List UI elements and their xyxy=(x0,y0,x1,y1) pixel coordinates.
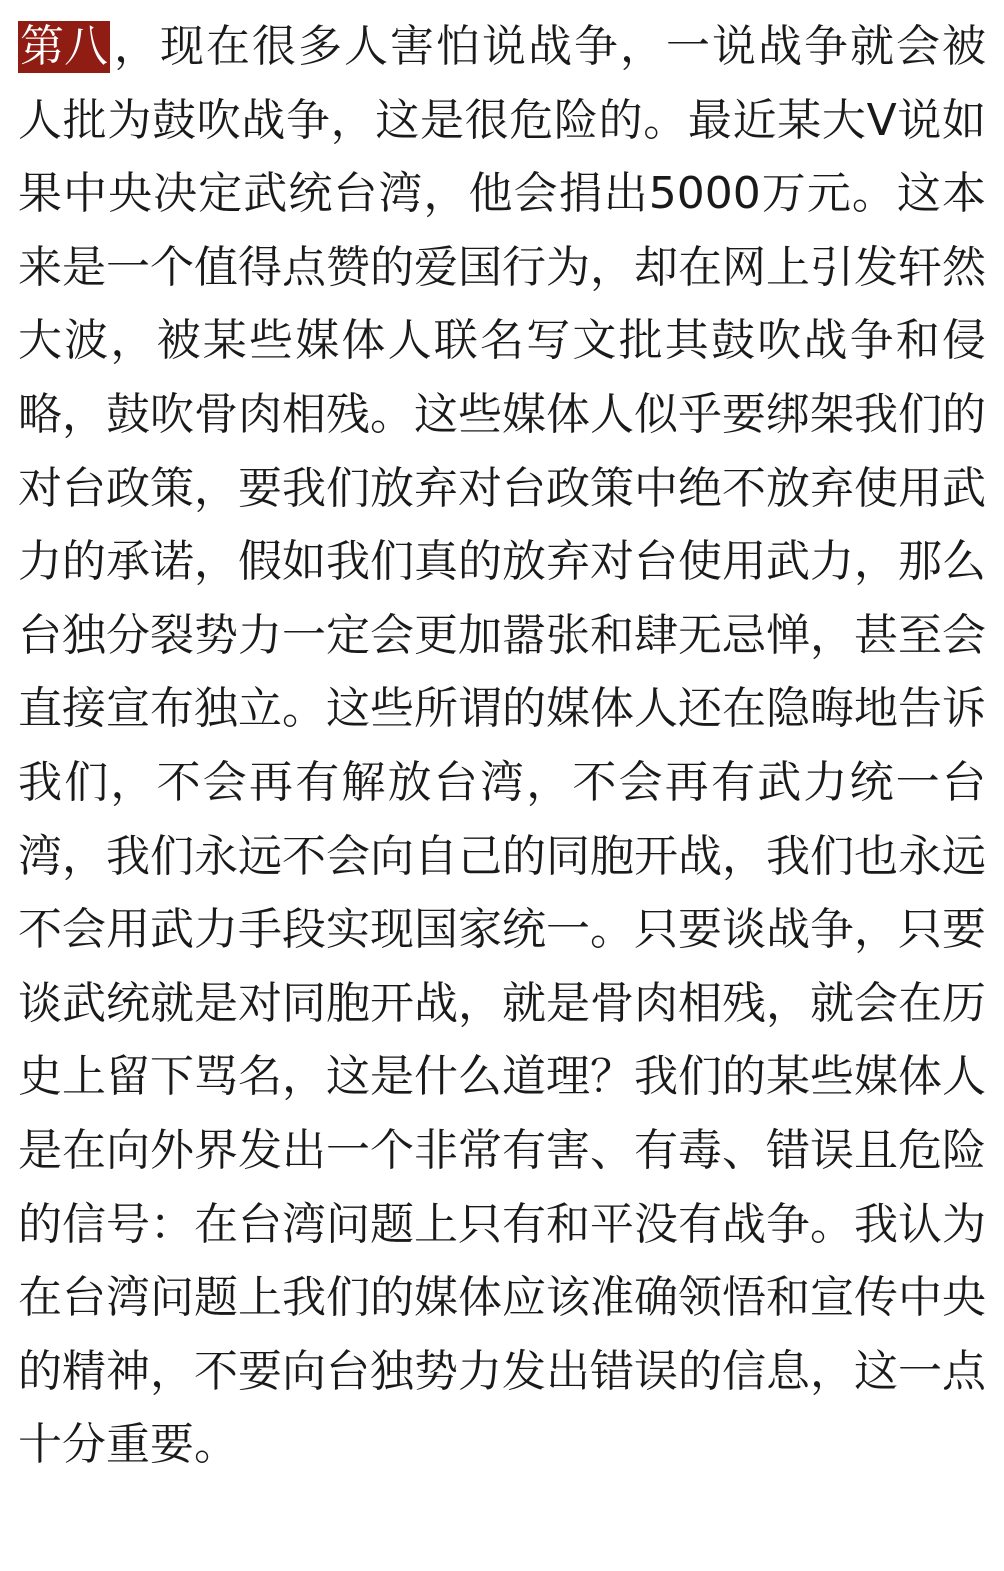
section-marker-badge: 第八 xyxy=(20,21,108,72)
article-paragraph xyxy=(18,10,986,1482)
article-body-text: ，现在很多人害怕说战争，一说战争就会被人批为鼓吹战争，这是很危险的。最近某大V说如果中央决定武统台湾，他会捐出5000万元。这本来是一个值得点赞的爱国行为，却在网上引发轩然大波，被某些媒体人联名写文批其鼓吹战争和侵略，鼓吹骨肉相残。这些媒体人似乎要绑架我们的对台政策，要我们放弃对台政策中绝不放弃使用武力的承诺，假如我们真的放弃对台使用武力，那么台独分裂势力一定会更加嚣张和肆无忌惮，甚至会直接宣布独立。这些所谓的媒体人还在隐晦地告诉我们，不会再有解放台湾，不会再有武力统一台湾，我们永远不会向自己的同胞开战，我们也永远不会用武力手段实现国家统一。只要谈战争，只要谈武统就是对同胞开战，就是骨肉相残，就会在历史上留下骂名，这是什么道理？我们的某些媒体人是在向外界发出一个非常有害、有毒、错误且危险的信号：在台湾问题上只有和平没有战争。我认为在台湾问题上我们的媒体应该准确领悟和宣传中央的精神，不要向台独势力发出错误的信息，这一点十分重要。 xyxy=(18,21,986,1471)
